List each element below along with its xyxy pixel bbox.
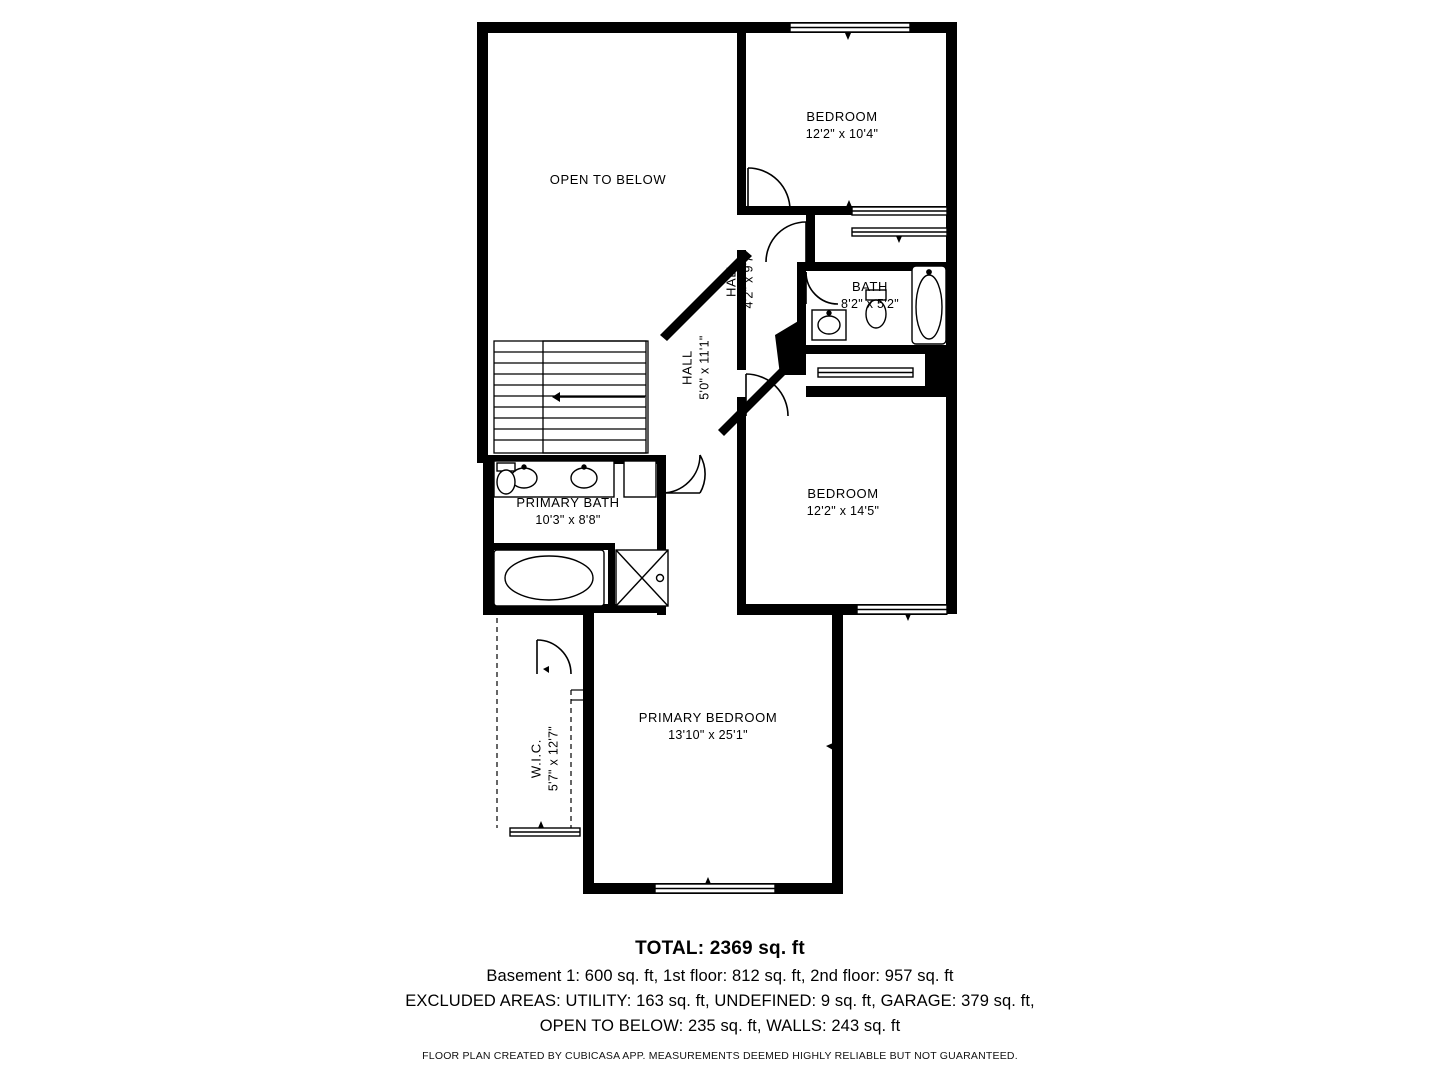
stairs [494, 341, 648, 453]
excluded-areas: EXCLUDED AREAS: UTILITY: 163 sq. ft, UNDEFINED: 9 sq. ft, GARAGE: 379 sq. ft, [405, 991, 1035, 1010]
room-label-hall-lower: HALL 5'0" x 11'1" [679, 335, 712, 400]
open-and-walls: OPEN TO BELOW: 235 sq. ft, WALLS: 243 sq. ft [539, 1016, 901, 1035]
room-label-open-to-below: OPEN TO BELOW [549, 172, 667, 187]
disclaimer: FLOOR PLAN CREATED BY CUBICASA APP. MEASUREMENTS DEEMED HIGHLY RELIABLE BUT NOT GUARANTEED. [422, 1050, 1018, 1063]
room-label-primary-bath: PRIMARY BATH 10'3" x 8'8" [516, 495, 620, 527]
room-label-hall-upper: HALL 4'2" x 9'7" [723, 250, 756, 309]
floor-breakdown: Basement 1: 600 sq. ft, 1st floor: 812 sq. ft, 2nd floor: 957 sq. ft [486, 967, 954, 985]
primary-bath-fixtures [494, 461, 668, 606]
room-label-bedroom-2: BEDROOM 12'2" x 10'4" [805, 109, 879, 141]
room-label-wic: W.I.C. 5'7" x 12'7" [528, 725, 561, 792]
total-area: TOTAL: 2369 sq. ft [635, 938, 805, 959]
room-label-bath: BATH 8'2" x 5'2" [841, 279, 899, 311]
room-label-bedroom-3: BEDROOM 12'2" x 14'5" [806, 486, 880, 518]
area-summary [0, 938, 1440, 1062]
room-label-primary-bedroom: PRIMARY BEDROOM 13'10" x 25'1" [638, 710, 778, 742]
